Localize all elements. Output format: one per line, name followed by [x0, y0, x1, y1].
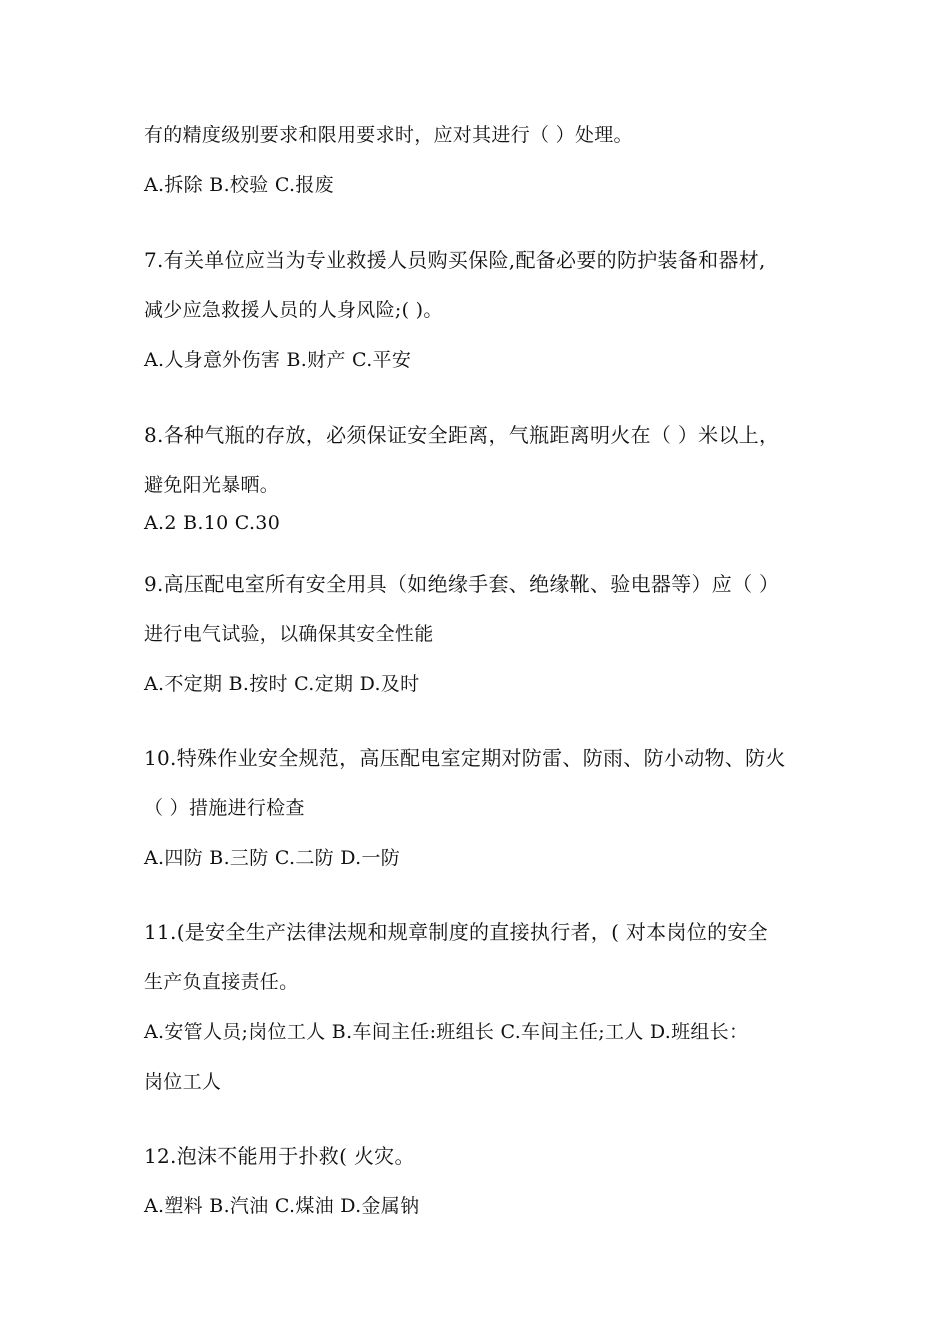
question-6-options: A.拆除 B.校验 C.报废	[144, 174, 334, 196]
question-9-text-line-2: 进行电气试验，以确保其安全性能	[144, 623, 434, 645]
question-11-options-line-1: A.安管人员;岗位工人 B.车间主任:班组长 C.车间主任;工人 D.班组长：	[144, 1021, 749, 1043]
question-8-text-line-2: 避免阳光暴晒。	[144, 474, 280, 496]
question-6-text-line-2: 有的精度级别要求和限用要求时，应对其进行（ ）处理。	[144, 124, 633, 146]
question-8-text-line-1: 8.各种气瓶的存放，必须保证安全距离，气瓶距离明火在（ ）米以上，	[144, 423, 780, 447]
question-10-options: A.四防 B.三防 C.二防 D.一防	[144, 847, 401, 869]
question-11-options-line-2: 岗位工人	[144, 1071, 222, 1093]
question-8-options: A.2 B.10 C.30	[144, 512, 281, 534]
question-11-text-line-1: 11.(是安全生产法律法规和规章制度的直接执行者，( 对本岗位的安全	[144, 920, 768, 944]
question-7-text-line-2: 减少应急救援人员的人身风险;( )。	[144, 299, 443, 321]
question-7-text-line-1: 7.有关单位应当为专业救援人员购买保险,配备必要的防护装备和器材,	[144, 248, 766, 272]
question-11-text-line-2: 生产负直接责任。	[144, 971, 299, 993]
question-10-text-line-2: （ ）措施进行检查	[144, 797, 305, 819]
question-7-options: A.人身意外伤害 B.财产 C.平安	[144, 349, 412, 371]
question-9-text-line-1: 9.高压配电室所有安全用具（如绝缘手套、绝缘靴、验电器等）应（ ）	[144, 572, 780, 596]
question-12-text: 12.泡沫不能用于扑救( 火灾。	[144, 1144, 415, 1168]
question-10-text-line-1: 10.特殊作业安全规范，高压配电室定期对防雷、防雨、防小动物、防火	[144, 746, 786, 770]
question-9-options: A.不定期 B.按时 C.定期 D.及时	[144, 673, 420, 695]
question-12-options: A.塑料 B.汽油 C.煤油 D.金属钠	[144, 1195, 420, 1217]
